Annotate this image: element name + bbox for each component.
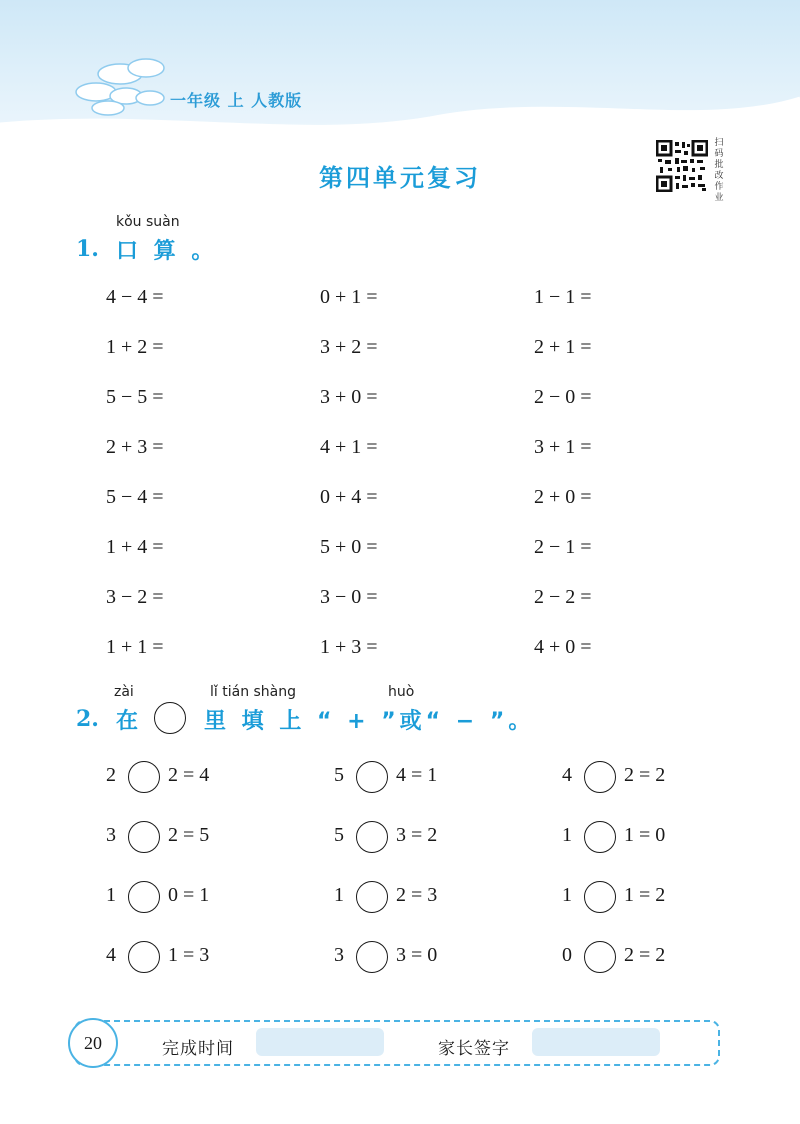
- math-item: 4 − 4 =: [106, 286, 164, 308]
- parent-signature-field[interactable]: [532, 1028, 660, 1056]
- math-item: 2 + 3 =: [106, 436, 164, 458]
- equation-rest: 3 = 0: [396, 944, 438, 966]
- operand: 5: [334, 764, 344, 786]
- math-item: 2 − 0 =: [534, 386, 592, 408]
- math-item: 4 + 1 =: [320, 436, 378, 458]
- answer-circle[interactable]: [128, 941, 160, 973]
- section2-title-rest: 里 填 上 “ + ”或“ − ”。: [204, 709, 535, 734]
- math-item: 2 − 2 =: [534, 586, 592, 608]
- equation-rest: 2 = 2: [624, 944, 666, 966]
- answer-circle[interactable]: [356, 881, 388, 913]
- section2-pinyin-zai: zài: [114, 684, 134, 700]
- operand: 3: [334, 944, 344, 966]
- operand: 1: [562, 824, 572, 846]
- answer-circle[interactable]: [584, 821, 616, 853]
- math-item: 5 − 5 =: [106, 386, 164, 408]
- math-item: 1 + 3 =: [320, 636, 378, 658]
- answer-circle[interactable]: [128, 881, 160, 913]
- answer-circle[interactable]: [128, 821, 160, 853]
- section1-title: 口 算 。: [116, 239, 218, 264]
- operand: 4: [106, 944, 116, 966]
- equation-rest: 2 = 2: [624, 764, 666, 786]
- math-item: 3 − 0 =: [320, 586, 378, 608]
- answer-circle[interactable]: [584, 761, 616, 793]
- math-item: 1 + 4 =: [106, 536, 164, 558]
- section1-number: 1.: [76, 236, 99, 262]
- section2-char-zai: 在: [116, 709, 143, 734]
- operand: 1: [562, 884, 572, 906]
- equation-rest: 1 = 0: [624, 824, 666, 846]
- answer-circle[interactable]: [584, 941, 616, 973]
- math-item: 1 − 1 =: [534, 286, 592, 308]
- section2-pinyin-huo: huò: [388, 684, 415, 700]
- math-item: 1 + 1 =: [106, 636, 164, 658]
- answer-circle[interactable]: [584, 881, 616, 913]
- equation-rest: 2 = 3: [396, 884, 438, 906]
- equation-rest: 4 = 1: [396, 764, 438, 786]
- math-item: 0 + 1 =: [320, 286, 378, 308]
- section1-pinyin: kǒu suàn: [116, 214, 180, 230]
- completion-time-label: 完成时间: [162, 1039, 234, 1059]
- operand: 1: [334, 884, 344, 906]
- qr-caption: 扫码批改作业: [714, 138, 724, 203]
- equation-rest: 1 = 2: [624, 884, 666, 906]
- equation-rest: 1 = 3: [168, 944, 210, 966]
- header-band: [0, 0, 800, 140]
- answer-circle[interactable]: [356, 821, 388, 853]
- section2-number: 2.: [76, 706, 99, 732]
- page-number: 20: [68, 1018, 118, 1068]
- answer-circle[interactable]: [128, 761, 160, 793]
- answer-circle[interactable]: [356, 941, 388, 973]
- equation-rest: 2 = 4: [168, 764, 210, 786]
- equation-rest: 0 = 1: [168, 884, 210, 906]
- operand: 0: [562, 944, 572, 966]
- answer-circle[interactable]: [356, 761, 388, 793]
- title-circle-icon: [154, 702, 186, 734]
- equation-rest: 3 = 2: [396, 824, 438, 846]
- math-item: 2 + 0 =: [534, 486, 592, 508]
- equation-rest: 2 = 5: [168, 824, 210, 846]
- math-item: 4 + 0 =: [534, 636, 592, 658]
- operand: 2: [106, 764, 116, 786]
- math-item: 1 + 2 =: [106, 336, 164, 358]
- math-item: 3 + 0 =: [320, 386, 378, 408]
- math-item: 2 + 1 =: [534, 336, 592, 358]
- math-item: 3 + 1 =: [534, 436, 592, 458]
- section2-pinyin-li-tian-shang: lǐ tián shàng: [210, 684, 297, 700]
- math-item: 0 + 4 =: [320, 486, 378, 508]
- operand: 4: [562, 764, 572, 786]
- math-item: 5 + 0 =: [320, 536, 378, 558]
- operand: 3: [106, 824, 116, 846]
- parent-signature-label: 家长签字: [438, 1039, 510, 1059]
- completion-time-field[interactable]: [256, 1028, 384, 1056]
- operand: 1: [106, 884, 116, 906]
- math-item: 3 + 2 =: [320, 336, 378, 358]
- math-item: 3 − 2 =: [106, 586, 164, 608]
- page-title: 第四单元复习: [319, 164, 481, 192]
- grade-label: 一年级 上 人教版: [170, 91, 303, 110]
- math-item: 2 − 1 =: [534, 536, 592, 558]
- math-item: 5 − 4 =: [106, 486, 164, 508]
- operand: 5: [334, 824, 344, 846]
